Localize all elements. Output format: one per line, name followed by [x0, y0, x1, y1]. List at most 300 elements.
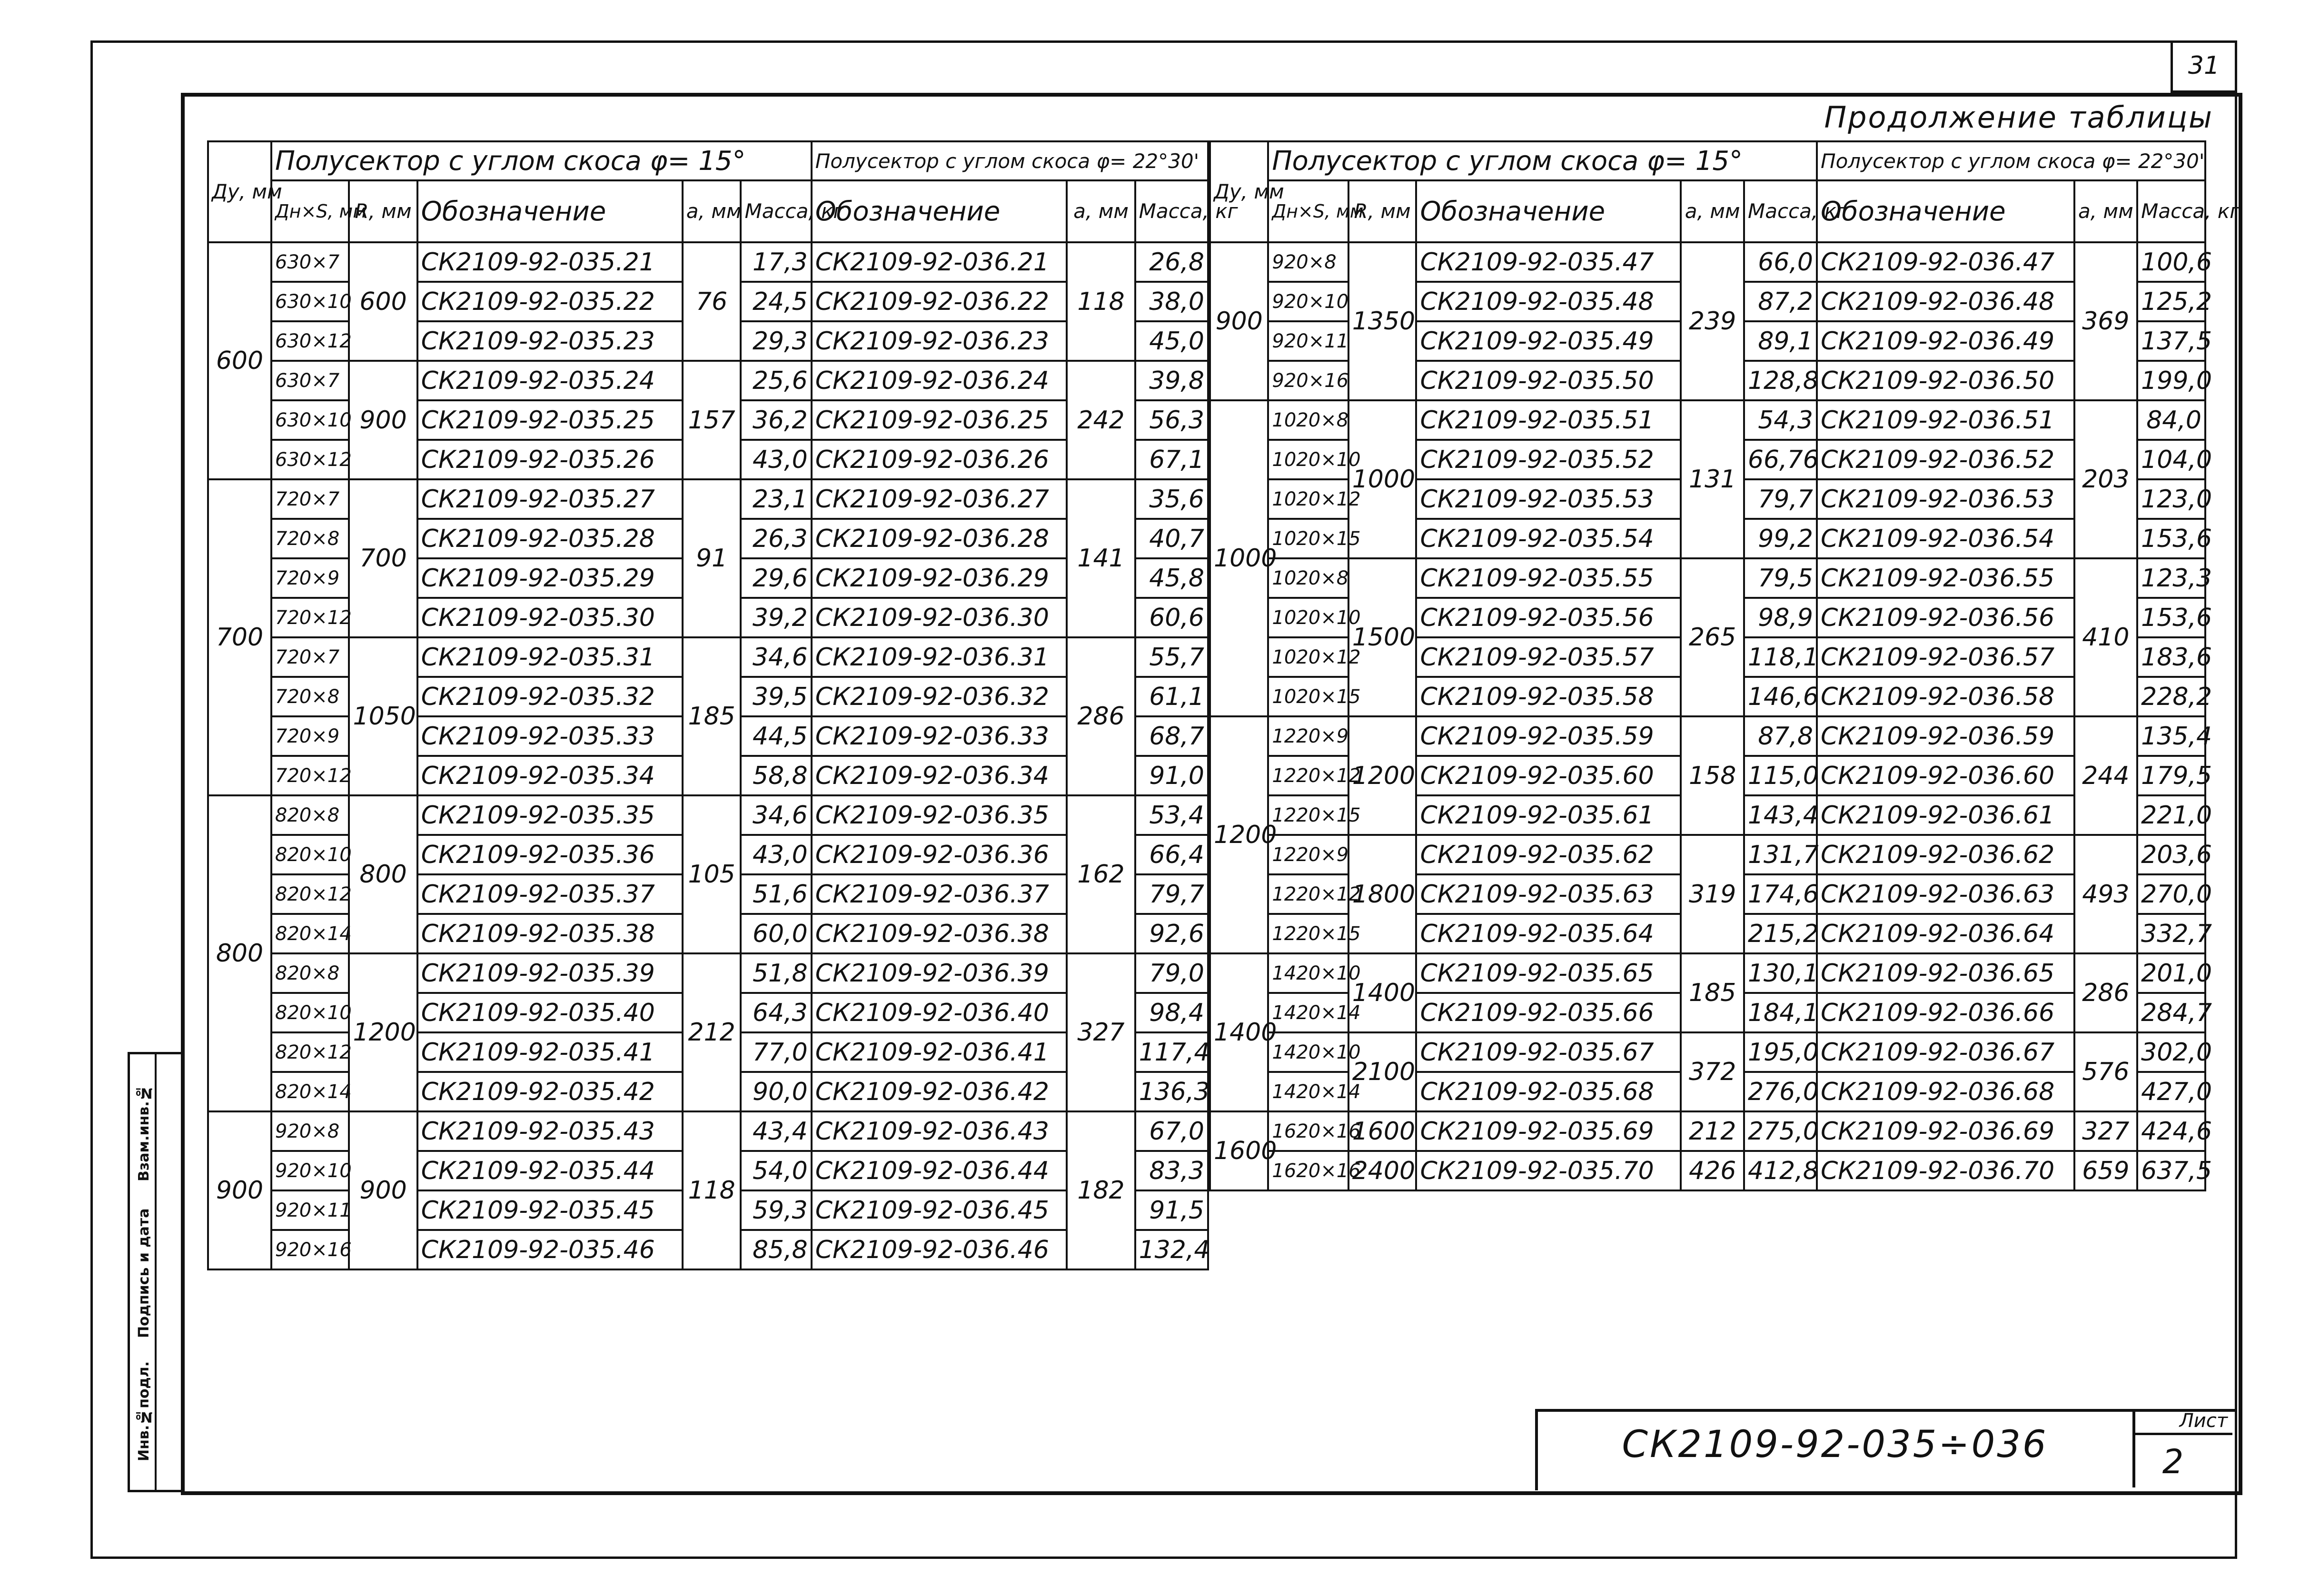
mass-22-cell: 123,3 [2137, 558, 2205, 598]
mass-15-cell: 99,2 [1744, 519, 1817, 558]
a22-cell: 141 [1067, 479, 1135, 637]
dn-cell: 1220×15 [1268, 795, 1348, 835]
dn-cell: 1020×8 [1268, 400, 1348, 440]
designation-22-cell: СК2109-92-036.27 [812, 479, 1067, 519]
dn-cell: 630×10 [271, 400, 349, 440]
a15-cell: 158 [1681, 716, 1744, 835]
mass-15-cell: 184,1 [1744, 993, 1817, 1032]
mass-22-cell: 91,5 [1135, 1190, 1208, 1230]
a15-cell: 118 [683, 1111, 741, 1269]
a22-cell: 410 [2074, 558, 2138, 716]
dn-cell: 630×12 [271, 321, 349, 361]
designation-15-cell: СК2109-92-035.22 [417, 282, 683, 321]
mass-22-cell: 56,3 [1135, 400, 1208, 440]
dn-cell: 630×7 [271, 242, 349, 282]
designation-22-cell: СК2109-92-036.22 [812, 282, 1067, 321]
mass-22-cell: 153,6 [2137, 598, 2205, 637]
mass-15-cell: 54,0 [741, 1151, 811, 1190]
mass-22-cell: 104,0 [2137, 440, 2205, 479]
designation-15-cell: СК2109-92-035.55 [1416, 558, 1681, 598]
mass-15-cell: 115,0 [1744, 756, 1817, 795]
designation-22-cell: СК2109-92-036.55 [1817, 558, 2074, 598]
header-group-22: Полусектор с углом скоса φ= 22°30' [812, 141, 1208, 180]
mass-22-cell: 83,3 [1135, 1151, 1208, 1190]
mass-22-cell: 35,6 [1135, 479, 1208, 519]
designation-22-cell: СК2109-92-036.59 [1817, 716, 2074, 756]
designation-22-cell: СК2109-92-036.67 [1817, 1032, 2074, 1072]
designation-22-cell: СК2109-92-036.60 [1817, 756, 2074, 795]
designation-22-cell: СК2109-92-036.29 [812, 558, 1067, 598]
r-cell: 900 [349, 1111, 417, 1269]
designation-15-cell: СК2109-92-035.23 [417, 321, 683, 361]
mass-22-cell: 40,7 [1135, 519, 1208, 558]
mass-22-cell: 55,7 [1135, 637, 1208, 677]
a15-cell: 185 [683, 637, 741, 795]
dn-cell: 720×9 [271, 558, 349, 598]
mass-15-cell: 131,7 [1744, 835, 1817, 874]
table-row [1210, 1032, 2205, 1072]
mass-22-cell: 424,6 [2137, 1111, 2205, 1151]
designation-15-cell: СК2109-92-035.57 [1416, 637, 1681, 677]
a22-cell: 327 [2074, 1111, 2138, 1151]
designation-22-cell: СК2109-92-036.50 [1817, 361, 2074, 400]
header-r: R, мм [1348, 180, 1417, 242]
dn-cell: 920×8 [271, 1111, 349, 1151]
left-spec-table [207, 140, 1238, 1270]
designation-22-cell: СК2109-92-036.28 [812, 519, 1067, 558]
mass-15-cell: 54,3 [1744, 400, 1817, 440]
mass-15-cell: 98,9 [1744, 598, 1817, 637]
mass-15-cell: 29,3 [741, 321, 811, 361]
header-mass: Масса, кг [1135, 180, 1208, 242]
a22-cell: 286 [2074, 953, 2138, 1032]
designation-15-cell: СК2109-92-035.64 [1416, 914, 1681, 953]
mass-15-cell: 79,5 [1744, 558, 1817, 598]
mass-22-cell: 45,8 [1135, 558, 1208, 598]
table-row [208, 361, 1208, 400]
dn-cell: 720×8 [271, 677, 349, 716]
designation-22-cell: СК2109-92-036.49 [1817, 321, 2074, 361]
a22-cell: 162 [1067, 795, 1135, 953]
r-cell: 600 [349, 242, 417, 361]
a22-cell: 327 [1067, 953, 1135, 1111]
a22-cell: 576 [2074, 1032, 2138, 1111]
side-stamp [128, 1052, 185, 1492]
mass-15-cell: 25,6 [741, 361, 811, 400]
a15-cell: 212 [1681, 1111, 1744, 1151]
designation-15-cell: СК2109-92-035.41 [417, 1032, 683, 1072]
du-cell: 900 [208, 1111, 271, 1269]
mass-22-cell: 302,0 [2137, 1032, 2205, 1072]
a22-cell: 118 [1067, 242, 1135, 361]
mass-15-cell: 77,0 [741, 1032, 811, 1072]
dn-cell: 820×14 [271, 914, 349, 953]
mass-15-cell: 174,6 [1744, 874, 1817, 914]
header-du: Ду, мм [1210, 141, 1268, 242]
designation-22-cell: СК2109-92-036.48 [1817, 282, 2074, 321]
dn-cell: 1020×12 [1268, 637, 1348, 677]
mass-22-cell: 201,0 [2137, 953, 2205, 993]
du-cell: 1200 [1210, 716, 1268, 953]
mass-15-cell: 276,0 [1744, 1072, 1817, 1111]
designation-22-cell: СК2109-92-036.51 [1817, 400, 2074, 440]
designation-15-cell: СК2109-92-035.49 [1416, 321, 1681, 361]
du-cell: 1400 [1210, 953, 1268, 1111]
designation-15-cell: СК2109-92-035.27 [417, 479, 683, 519]
r-cell: 700 [349, 479, 417, 637]
designation-22-cell: СК2109-92-036.46 [812, 1230, 1067, 1269]
mass-15-cell: 195,0 [1744, 1032, 1817, 1072]
designation-15-cell: СК2109-92-035.62 [1416, 835, 1681, 874]
designation-15-cell: СК2109-92-035.43 [417, 1111, 683, 1151]
mass-22-cell: 203,6 [2137, 835, 2205, 874]
designation-15-cell: СК2109-92-035.30 [417, 598, 683, 637]
mass-15-cell: 66,76 [1744, 440, 1817, 479]
mass-15-cell: 412,8 [1744, 1151, 1817, 1190]
dn-cell: 1420×14 [1268, 993, 1348, 1032]
a15-cell: 131 [1681, 400, 1744, 558]
dn-cell: 920×11 [1268, 321, 1348, 361]
mass-22-cell: 92,6 [1135, 914, 1208, 953]
designation-22-cell: СК2109-92-036.25 [812, 400, 1067, 440]
designation-15-cell: СК2109-92-035.56 [1416, 598, 1681, 637]
r-cell: 1000 [1348, 400, 1417, 558]
designation-15-cell: СК2109-92-035.65 [1416, 953, 1681, 993]
mass-15-cell: 87,2 [1744, 282, 1817, 321]
table-row [1210, 558, 2205, 598]
designation-15-cell: СК2109-92-035.58 [1416, 677, 1681, 716]
designation-15-cell: СК2109-92-035.60 [1416, 756, 1681, 795]
r-cell: 900 [349, 361, 417, 479]
table-row [208, 1111, 1208, 1151]
header-mass: Масса, кг [741, 180, 811, 242]
designation-22-cell: СК2109-92-036.66 [1817, 993, 2074, 1032]
page-number: 31 [2171, 40, 2235, 93]
mass-15-cell: 90,0 [741, 1072, 811, 1111]
table-row [1210, 716, 2205, 756]
r-cell: 1050 [349, 637, 417, 795]
mass-15-cell: 26,3 [741, 519, 811, 558]
header-a: a, мм [1681, 180, 1744, 242]
designation-15-cell: СК2109-92-035.70 [1416, 1151, 1681, 1190]
du-cell: 1600 [1210, 1111, 1268, 1190]
dn-cell: 1020×10 [1268, 440, 1348, 479]
mass-22-cell: 79,0 [1135, 953, 1208, 993]
mass-22-cell: 53,4 [1135, 795, 1208, 835]
mass-22-cell: 332,7 [2137, 914, 2205, 953]
designation-15-cell: СК2109-92-035.33 [417, 716, 683, 756]
designation-22-cell: СК2109-92-036.44 [812, 1151, 1067, 1190]
a22-cell: 369 [2074, 242, 2138, 400]
dn-cell: 1620×16 [1268, 1111, 1348, 1151]
designation-15-cell: СК2109-92-035.26 [417, 440, 683, 479]
designation-22-cell: СК2109-92-036.38 [812, 914, 1067, 953]
mass-22-cell: 427,0 [2137, 1072, 2205, 1111]
designation-22-cell: СК2109-92-036.42 [812, 1072, 1067, 1111]
mass-22-cell: 199,0 [2137, 361, 2205, 400]
designation-22-cell: СК2109-92-036.56 [1817, 598, 2074, 637]
mass-15-cell: 89,1 [1744, 321, 1817, 361]
dn-cell: 1220×12 [1268, 756, 1348, 795]
designation-15-cell: СК2109-92-035.36 [417, 835, 683, 874]
mass-15-cell: 275,0 [1744, 1111, 1817, 1151]
r-cell: 1200 [1348, 716, 1417, 835]
dn-cell: 820×8 [271, 953, 349, 993]
table-row [208, 953, 1208, 993]
designation-22-cell: СК2109-92-036.61 [1817, 795, 2074, 835]
header-group-15: Полусектор с углом скоса φ= 15° [271, 141, 812, 180]
mass-15-cell: 34,6 [741, 637, 811, 677]
mass-15-cell: 130,1 [1744, 953, 1817, 993]
a15-cell: 91 [683, 479, 741, 637]
designation-15-cell: СК2109-92-035.44 [417, 1151, 683, 1190]
designation-22-cell: СК2109-92-036.32 [812, 677, 1067, 716]
mass-22-cell: 221,0 [2137, 795, 2205, 835]
designation-15-cell: СК2109-92-035.59 [1416, 716, 1681, 756]
designation-15-cell: СК2109-92-035.21 [417, 242, 683, 282]
side-stamp-inv-orig: Инв.№подл. [136, 1361, 152, 1462]
header-designation: Обозначение [812, 180, 1067, 242]
dn-cell: 920×10 [1268, 282, 1348, 321]
designation-22-cell: СК2109-92-036.34 [812, 756, 1067, 795]
dn-cell: 820×8 [271, 795, 349, 835]
sheet-divider [2132, 1433, 2232, 1435]
header-dn: Дн×S, мм [1268, 180, 1348, 242]
designation-22-cell: СК2109-92-036.64 [1817, 914, 2074, 953]
r-cell: 1200 [349, 953, 417, 1111]
mass-22-cell: 137,5 [2137, 321, 2205, 361]
mass-15-cell: 29,6 [741, 558, 811, 598]
mass-15-cell: 143,4 [1744, 795, 1817, 835]
designation-15-cell: СК2109-92-035.29 [417, 558, 683, 598]
a22-cell: 493 [2074, 835, 2138, 953]
designation-22-cell: СК2109-92-036.37 [812, 874, 1067, 914]
header-du: Ду, мм [208, 141, 271, 242]
designation-22-cell: СК2109-92-036.43 [812, 1111, 1067, 1151]
a15-cell: 265 [1681, 558, 1744, 716]
designation-22-cell: СК2109-92-036.39 [812, 953, 1067, 993]
mass-22-cell: 153,6 [2137, 519, 2205, 558]
designation-15-cell: СК2109-92-035.34 [417, 756, 683, 795]
designation-22-cell: СК2109-92-036.53 [1817, 479, 2074, 519]
designation-15-cell: СК2109-92-035.40 [417, 993, 683, 1032]
designation-15-cell: СК2109-92-035.66 [1416, 993, 1681, 1032]
a22-cell: 659 [2074, 1151, 2138, 1190]
r-cell: 1800 [1348, 835, 1417, 953]
designation-22-cell: СК2109-92-036.40 [812, 993, 1067, 1032]
mass-15-cell: 215,2 [1744, 914, 1817, 953]
designation-22-cell: СК2109-92-036.23 [812, 321, 1067, 361]
header-row-2 [1210, 180, 2205, 242]
designation-22-cell: СК2109-92-036.63 [1817, 874, 2074, 914]
mass-22-cell: 135,4 [2137, 716, 2205, 756]
header-designation: Обозначение [1817, 180, 2074, 242]
designation-22-cell: СК2109-92-036.70 [1817, 1151, 2074, 1190]
designation-15-cell: СК2109-92-035.39 [417, 953, 683, 993]
dn-cell: 1420×10 [1268, 1032, 1348, 1072]
dn-cell: 820×12 [271, 1032, 349, 1072]
designation-15-cell: СК2109-92-035.54 [1416, 519, 1681, 558]
mass-15-cell: 87,8 [1744, 716, 1817, 756]
dn-cell: 630×7 [271, 361, 349, 400]
mass-22-cell: 61,1 [1135, 677, 1208, 716]
side-stamp-sign-date: Подпись и дата [136, 1208, 152, 1338]
mass-22-cell: 39,8 [1135, 361, 1208, 400]
designation-15-cell: СК2109-92-035.42 [417, 1072, 683, 1111]
header-designation: Обозначение [417, 180, 683, 242]
a22-cell: 182 [1067, 1111, 1135, 1269]
mass-22-cell: 284,7 [2137, 993, 2205, 1032]
mass-22-cell: 45,0 [1135, 321, 1208, 361]
mass-22-cell: 125,2 [2137, 282, 2205, 321]
designation-22-cell: СК2109-92-036.65 [1817, 953, 2074, 993]
side-stamp-inv-dup: Взам.инв.№ [136, 1084, 152, 1181]
sheet-number: 2 [2162, 1442, 2184, 1481]
designation-15-cell: СК2109-92-035.37 [417, 874, 683, 914]
dn-cell: 920×16 [1268, 361, 1348, 400]
dn-cell: 1020×15 [1268, 677, 1348, 716]
mass-15-cell: 59,3 [741, 1190, 811, 1230]
mass-22-cell: 228,2 [2137, 677, 2205, 716]
a22-cell: 203 [2074, 400, 2138, 558]
designation-22-cell: СК2109-92-036.24 [812, 361, 1067, 400]
mass-15-cell: 36,2 [741, 400, 811, 440]
dn-cell: 720×12 [271, 756, 349, 795]
designation-22-cell: СК2109-92-036.69 [1817, 1111, 2074, 1151]
a15-cell: 319 [1681, 835, 1744, 953]
document-code: СК2109-92-035÷036 [1622, 1423, 2048, 1466]
mass-15-cell: 34,6 [741, 795, 811, 835]
mass-22-cell: 183,6 [2137, 637, 2205, 677]
dn-cell: 1220×15 [1268, 914, 1348, 953]
dn-cell: 820×10 [271, 993, 349, 1032]
dn-cell: 920×11 [271, 1190, 349, 1230]
mass-15-cell: 51,6 [741, 874, 811, 914]
mass-15-cell: 51,8 [741, 953, 811, 993]
header-row-1 [1210, 141, 2205, 180]
mass-15-cell: 44,5 [741, 716, 811, 756]
du-cell: 800 [208, 795, 271, 1111]
dn-cell: 820×12 [271, 874, 349, 914]
dn-cell: 920×8 [1268, 242, 1348, 282]
designation-22-cell: СК2109-92-036.35 [812, 795, 1067, 835]
a22-cell: 286 [1067, 637, 1135, 795]
dn-cell: 920×16 [271, 1230, 349, 1269]
a15-cell: 372 [1681, 1032, 1744, 1111]
r-cell: 2400 [1348, 1151, 1417, 1190]
mass-22-cell: 123,0 [2137, 479, 2205, 519]
designation-22-cell: СК2109-92-036.33 [812, 716, 1067, 756]
header-mass: Масса, кг [2137, 180, 2205, 242]
a15-cell: 212 [683, 953, 741, 1111]
table-row [1210, 1151, 2205, 1190]
designation-15-cell: СК2109-92-035.38 [417, 914, 683, 953]
header-a: a, мм [1067, 180, 1135, 242]
mass-22-cell: 270,0 [2137, 874, 2205, 914]
dn-cell: 1020×15 [1268, 519, 1348, 558]
mass-15-cell: 85,8 [741, 1230, 811, 1269]
designation-22-cell: СК2109-92-036.41 [812, 1032, 1067, 1072]
header-a: a, мм [2074, 180, 2138, 242]
r-cell: 1500 [1348, 558, 1417, 716]
table-row [1210, 242, 2205, 282]
mass-15-cell: 39,5 [741, 677, 811, 716]
table-row [1210, 400, 2205, 440]
header-designation: Обозначение [1416, 180, 1681, 242]
header-group-22: Полусектор с углом скоса φ= 22°30' [1817, 141, 2205, 180]
dn-cell: 1220×9 [1268, 835, 1348, 874]
mass-15-cell: 39,2 [741, 598, 811, 637]
mass-15-cell: 66,0 [1744, 242, 1817, 282]
mass-22-cell: 637,5 [2137, 1151, 2205, 1190]
mass-15-cell: 64,3 [741, 993, 811, 1032]
header-a: a, мм [683, 180, 741, 242]
designation-15-cell: СК2109-92-035.31 [417, 637, 683, 677]
dn-cell: 630×10 [271, 282, 349, 321]
a15-cell: 76 [683, 242, 741, 361]
sheet-label: Лист [2179, 1410, 2228, 1432]
du-cell: 1000 [1210, 400, 1268, 716]
dn-cell: 720×7 [271, 479, 349, 519]
du-cell: 700 [208, 479, 271, 795]
designation-15-cell: СК2109-92-035.46 [417, 1230, 683, 1269]
dn-cell: 630×12 [271, 440, 349, 479]
header-group-15: Полусектор с углом скоса φ= 15° [1268, 141, 1817, 180]
mass-22-cell: 98,4 [1135, 993, 1208, 1032]
designation-22-cell: СК2109-92-036.54 [1817, 519, 2074, 558]
continuation-note: Продолжение таблицы [1824, 100, 2213, 135]
designation-15-cell: СК2109-92-035.48 [1416, 282, 1681, 321]
r-cell: 2100 [1348, 1032, 1417, 1111]
a15-cell: 426 [1681, 1151, 1744, 1190]
mass-15-cell: 43,4 [741, 1111, 811, 1151]
mass-22-cell: 38,0 [1135, 282, 1208, 321]
mass-22-cell: 60,6 [1135, 598, 1208, 637]
mass-22-cell: 132,4 [1135, 1230, 1208, 1269]
dn-cell: 1220×9 [1268, 716, 1348, 756]
r-cell: 1350 [1348, 242, 1417, 400]
mass-22-cell: 66,4 [1135, 835, 1208, 874]
dn-cell: 720×8 [271, 519, 349, 558]
designation-15-cell: СК2109-92-035.69 [1416, 1111, 1681, 1151]
designation-15-cell: СК2109-92-035.47 [1416, 242, 1681, 282]
header-r: R, мм [349, 180, 417, 242]
dn-cell: 720×7 [271, 637, 349, 677]
mass-15-cell: 43,0 [741, 835, 811, 874]
designation-22-cell: СК2109-92-036.30 [812, 598, 1067, 637]
mass-22-cell: 91,0 [1135, 756, 1208, 795]
designation-22-cell: СК2109-92-036.31 [812, 637, 1067, 677]
a22-cell: 244 [2074, 716, 2138, 835]
designation-22-cell: СК2109-92-036.57 [1817, 637, 2074, 677]
mass-15-cell: 17,3 [741, 242, 811, 282]
table-row [208, 242, 1208, 282]
mass-22-cell: 68,7 [1135, 716, 1208, 756]
designation-15-cell: СК2109-92-035.51 [1416, 400, 1681, 440]
table-row [208, 795, 1208, 835]
designation-22-cell: СК2109-92-036.36 [812, 835, 1067, 874]
table-row [1210, 1111, 2205, 1151]
dn-cell: 820×14 [271, 1072, 349, 1111]
dn-cell: 1620×16 [1268, 1151, 1348, 1190]
table-row [208, 637, 1208, 677]
header-row-2 [208, 180, 1208, 242]
table-row [208, 479, 1208, 519]
du-cell: 900 [1210, 242, 1268, 400]
designation-22-cell: СК2109-92-036.52 [1817, 440, 2074, 479]
mass-15-cell: 24,5 [741, 282, 811, 321]
a22-cell: 242 [1067, 361, 1135, 479]
